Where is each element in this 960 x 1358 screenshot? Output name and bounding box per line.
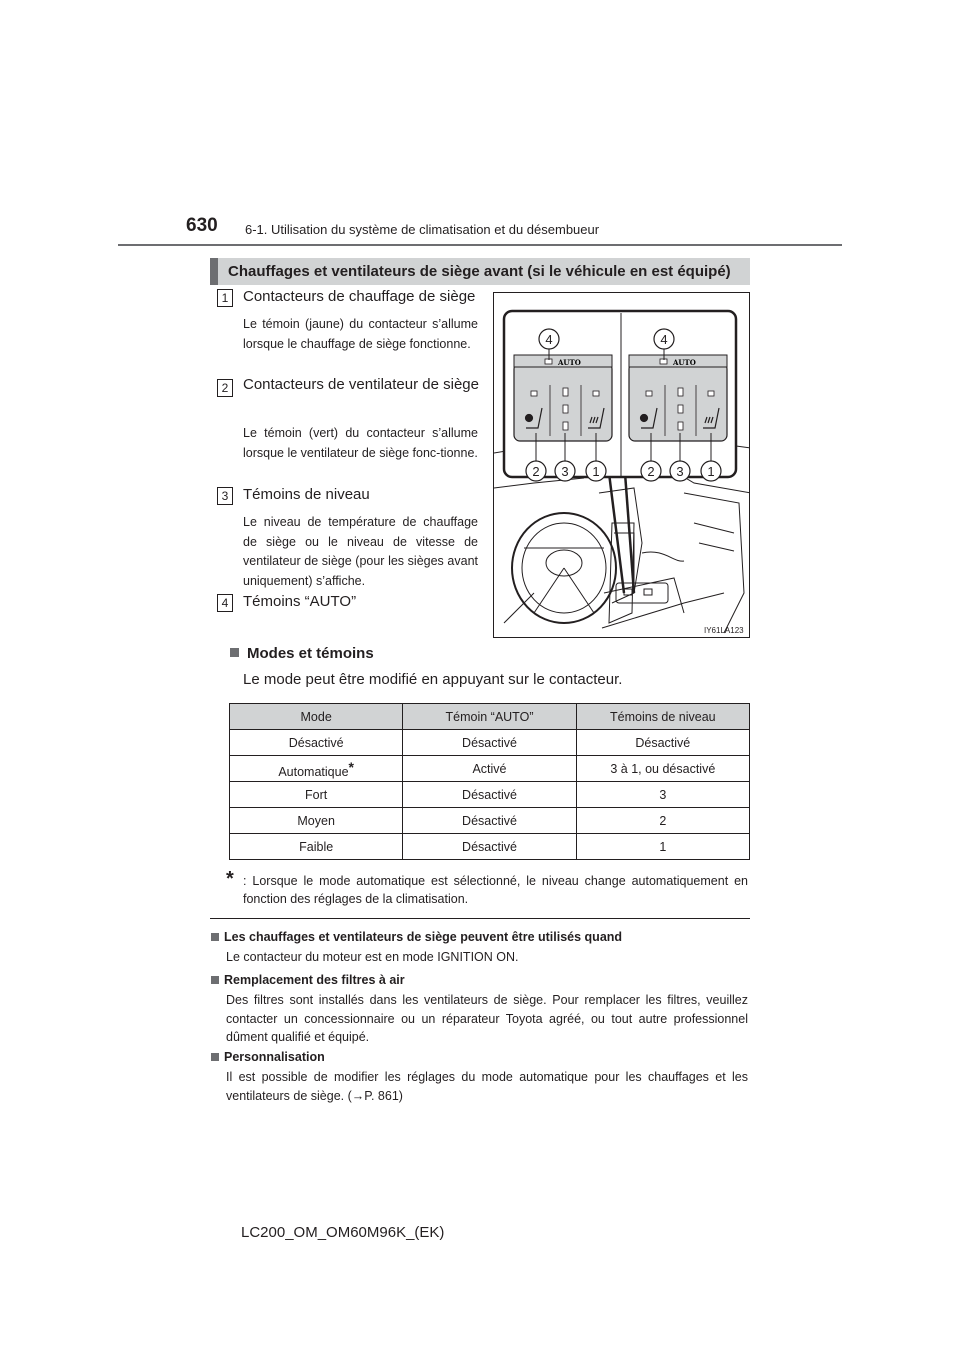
- table-cell: Désactivé: [403, 808, 576, 834]
- footnote-text: : Lorsque le mode automatique est sélectionné, le niveau change automatiquement en fonction des réglages de la climatisation.: [243, 874, 748, 906]
- table-cell: Faible: [230, 834, 403, 860]
- modes-description: Le mode peut être modifié en appuyant sur le contacteur.: [243, 671, 623, 688]
- table-row: [230, 756, 750, 782]
- item-desc-1: Le témoin (jaune) du contacteur s’allume lorsque le chauffage de siège fonctionne.: [243, 317, 478, 351]
- table-cell: Désactivé: [230, 730, 403, 756]
- page-number: 630: [186, 215, 218, 236]
- table-row: [230, 834, 750, 860]
- right-switch-panel: [627, 355, 730, 468]
- note-body-1: Le contacteur du moteur est en mode IGNITION ON.: [226, 950, 519, 964]
- table-cell: Désactivé: [576, 730, 749, 756]
- table-header-row: [230, 704, 750, 730]
- table-cell: Moyen: [230, 808, 403, 834]
- table-row: [230, 730, 750, 756]
- seat-switch-illustration: [493, 292, 750, 638]
- callout-3-left: 3: [561, 464, 569, 479]
- note-title-1: Les chauffages et ventilateurs de siège peuvent être utilisés quand: [211, 930, 622, 944]
- chapter-title: 6-1. Utilisation du système de climatisation et du désembueur: [245, 222, 600, 237]
- item-title-2: Contacteurs de ventilateur de siège: [243, 376, 479, 393]
- item-desc-3: Le niveau de température de chauffage de siège ou le niveau de vitesse de ventilateur de siège (pour les sièges avant uniquement) s’affiche.: [243, 515, 478, 588]
- note-title-2: Remplacement des filtres à air: [211, 973, 405, 987]
- column-header: Mode: [230, 704, 403, 730]
- item-desc-2: Le témoin (vert) du contacteur s’allume lorsque le ventilateur de siège fonc-tionne.: [243, 426, 478, 460]
- callout-2-right: 2: [647, 464, 655, 479]
- modes-table: [229, 703, 750, 860]
- table-row: [230, 808, 750, 834]
- note-title-3: Personnalisation: [211, 1050, 325, 1064]
- table-cell: 2: [576, 808, 749, 834]
- callout-3-right: 3: [676, 464, 684, 479]
- header-divider: [118, 244, 842, 246]
- auto-label-left: AUTO: [558, 358, 581, 367]
- item-title-4: Témoins “AUTO”: [243, 593, 357, 610]
- callout-1-right: 1: [707, 464, 715, 479]
- section-title: Chauffages et ventilateurs de siège avant (si le véhicule en est équipé): [210, 258, 750, 285]
- modes-heading: Modes et témoins: [230, 645, 374, 662]
- table-cell: Activé: [403, 756, 576, 782]
- table-cell: Automatique*: [230, 756, 403, 782]
- note-body-2: Des filtres sont installés dans les ventilateurs de siège. Pour remplacer les filtres, veuillez contacter un concessionnaire ou un réparateur Toyota agréé, ou tout autre professionnel dûment qualifié et équipé.: [226, 993, 748, 1044]
- note-body-3: Il est possible de modifier les réglages du mode automatique pour les chauffages et les ventilateurs de siège. (→P. 861): [226, 1070, 748, 1103]
- square-bullet-icon: [211, 976, 219, 984]
- table-row: [230, 782, 750, 808]
- notes-divider: [210, 918, 750, 919]
- item-number-3: 3: [217, 487, 233, 505]
- square-bullet-icon: [211, 933, 219, 941]
- callout-4-left: 4: [545, 332, 553, 347]
- callout-2-left: 2: [532, 464, 540, 479]
- item-title-1: Contacteurs de chauffage de siège: [243, 288, 476, 305]
- callout-1-left: 1: [592, 464, 600, 479]
- column-header: Témoins de niveau: [576, 704, 749, 730]
- footer-code: LC200_OM_OM60M96K_(EK): [241, 1224, 445, 1241]
- item-title-3: Témoins de niveau: [243, 486, 370, 503]
- callout-4-right: 4: [660, 332, 668, 347]
- table-cell: Désactivé: [403, 730, 576, 756]
- auto-label-right: AUTO: [673, 358, 696, 367]
- table-cell: 3: [576, 782, 749, 808]
- figure-code: IY61LA123: [704, 626, 744, 635]
- item-number-4: 4: [217, 594, 233, 612]
- item-number-1: 1: [217, 289, 233, 307]
- table-cell: Désactivé: [403, 782, 576, 808]
- footnote-star-icon: *: [348, 758, 354, 775]
- left-switch-panel: [512, 355, 614, 468]
- table-cell: 1: [576, 834, 749, 860]
- item-number-2: 2: [217, 379, 233, 397]
- table-cell: 3 à 1, ou désactivé: [576, 756, 749, 782]
- footnote-mark: *: [226, 868, 234, 890]
- column-header: Témoin “AUTO”: [403, 704, 576, 730]
- square-bullet-icon: [230, 648, 239, 657]
- square-bullet-icon: [211, 1053, 219, 1061]
- table-cell: Désactivé: [403, 834, 576, 860]
- table-cell: Fort: [230, 782, 403, 808]
